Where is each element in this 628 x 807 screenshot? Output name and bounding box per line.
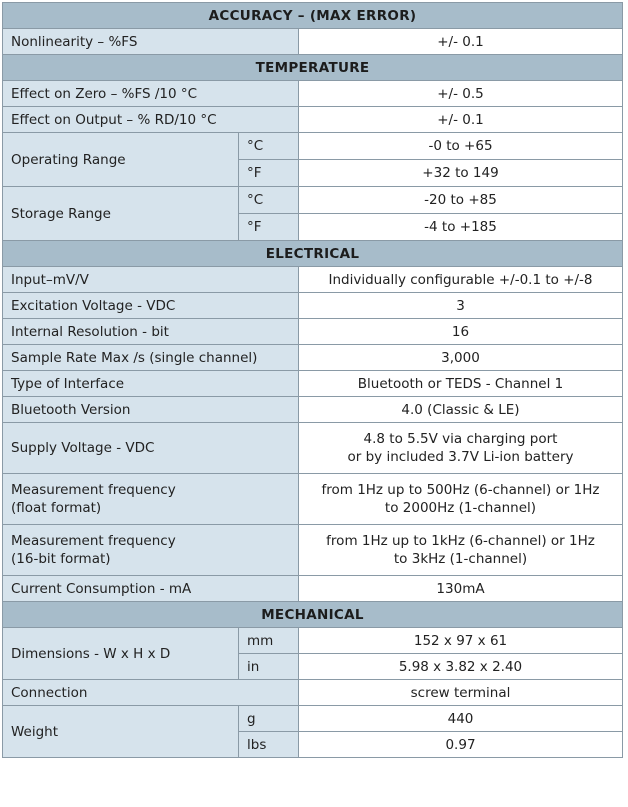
section-header-electrical: ELECTRICAL [3,241,623,267]
frequency-float-label-line-1: Measurement frequency [11,482,176,498]
row-label-interface: Type of Interface [3,371,299,397]
row-value-dimensions-in: 5.98 x 3.82 x 2.40 [299,654,623,680]
row-value-connection: screw terminal [299,680,623,706]
row-value-effect-zero: +/- 0.5 [299,81,623,107]
unit-weight-g: g [239,706,299,732]
row-value-current-consumption: 130mA [299,576,623,602]
row-label-resolution: Internal Resolution - bit [3,319,299,345]
unit-operating-celsius: °C [239,133,299,160]
specifications-table [2,2,623,758]
frequency-16bit-value-line-1: from 1Hz up to 1kHz (6-channel) or 1Hz [326,533,595,549]
row-value-frequency-16bit [299,525,623,576]
supply-voltage-line-2: or by included 3.7V Li-ion battery [347,449,574,465]
row-value-dimensions-mm: 152 x 97 x 61 [299,628,623,654]
row-value-frequency-float [299,474,623,525]
frequency-float-value-line-1: from 1Hz up to 500Hz (6-channel) or 1Hz [321,482,600,498]
row-label-excitation: Excitation Voltage - VDC [3,293,299,319]
section-header-temperature: TEMPERATURE [3,55,623,81]
row-value-interface: Bluetooth or TEDS - Channel 1 [299,371,623,397]
row-label-frequency-float [3,474,299,525]
row-value-effect-output: +/- 0.1 [299,107,623,133]
row-label-effect-output: Effect on Output – % RD/10 °C [3,107,299,133]
unit-dimensions-in: in [239,654,299,680]
frequency-16bit-value-line-2: to 3kHz (1-channel) [393,551,528,567]
row-value-supply-voltage [299,423,623,474]
frequency-16bit-label-line-2: (16-bit format) [11,551,111,567]
row-label-frequency-16bit [3,525,299,576]
row-value-operating-fahrenheit: +32 to 149 [299,160,623,187]
unit-storage-fahrenheit: °F [239,214,299,241]
row-label-dimensions: Dimensions - W x H x D [3,628,239,680]
row-label-supply-voltage: Supply Voltage - VDC [3,423,299,474]
row-label-sample-rate: Sample Rate Max /s (single channel) [3,345,299,371]
frequency-float-label-line-2: (float format) [11,500,102,516]
row-value-weight-g: 440 [299,706,623,732]
row-value-storage-celsius: -20 to +85 [299,187,623,214]
row-value-nonlinearity: +/- 0.1 [299,29,623,55]
frequency-float-value-line-2: to 2000Hz (1-channel) [384,500,537,516]
row-label-input: Input–mV/V [3,267,299,293]
row-value-weight-lbs: 0.97 [299,732,623,758]
row-value-resolution: 16 [299,319,623,345]
row-value-sample-rate: 3,000 [299,345,623,371]
row-label-connection: Connection [3,680,299,706]
row-label-effect-zero: Effect on Zero – %FS /10 °C [3,81,299,107]
row-value-operating-celsius: -0 to +65 [299,133,623,160]
row-label-nonlinearity: Nonlinearity – %FS [3,29,299,55]
row-label-storage-range: Storage Range [3,187,239,241]
row-label-bluetooth-version: Bluetooth Version [3,397,299,423]
unit-weight-lbs: lbs [239,732,299,758]
row-value-bluetooth-version: 4.0 (Classic & LE) [299,397,623,423]
unit-operating-fahrenheit: °F [239,160,299,187]
row-value-storage-fahrenheit: -4 to +185 [299,214,623,241]
supply-voltage-line-1: 4.8 to 5.5V via charging port [363,431,558,447]
section-header-mechanical: MECHANICAL [3,602,623,628]
row-value-excitation: 3 [299,293,623,319]
row-label-current-consumption: Current Consumption - mA [3,576,299,602]
row-label-weight: Weight [3,706,239,758]
unit-storage-celsius: °C [239,187,299,214]
row-label-operating-range: Operating Range [3,133,239,187]
frequency-16bit-label-line-1: Measurement frequency [11,533,176,549]
row-value-input: Individually configurable +/-0.1 to +/-8 [299,267,623,293]
section-header-accuracy: ACCURACY – (MAX ERROR) [3,3,623,29]
unit-dimensions-mm: mm [239,628,299,654]
